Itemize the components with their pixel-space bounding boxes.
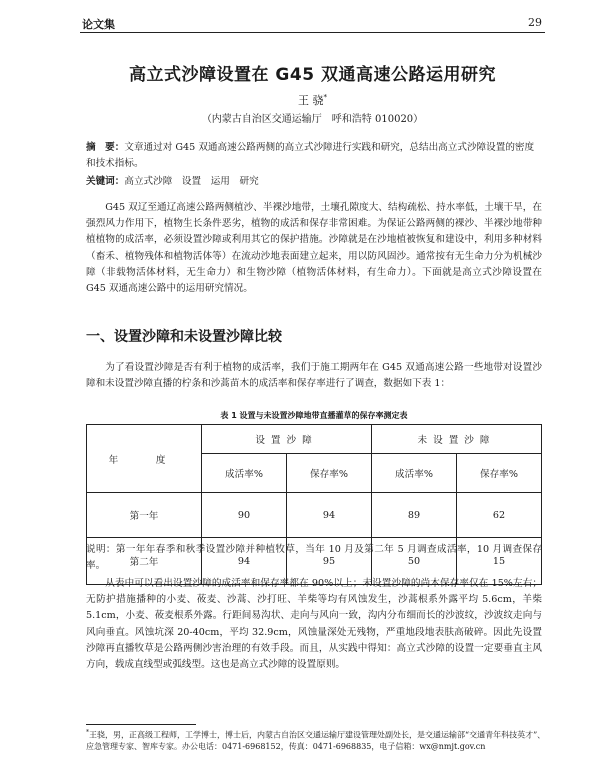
analysis-paragraph: 从表中可以看出设置沙障的成活率和保存率都在 90%以上；未设置沙障的尚木保存率仅在 15%左右；无防护措施播种的小麦、莜麦、沙蒿、沙打旺、羊柴等均有风蚀发生，沙蒿根系外露平均 5.6cm，羊柴 5.1cm，小麦、莜麦根系外露。行距间易沟状、走向与风向一致，沟内分布细而长的沙波纹，沙波纹走向与风向垂直。风蚀坑深 20-40cm，平均 32.9cm，风蚀量深处无残物，严重地段地表肤高破碎。因此先设置沙障再直播牧草是公路两侧沙害治理的有效手段。而且，从实践中得知：高立式沙障的设置一定要垂直主风方向，载成直线型或弧线型。这也是高立式沙障的设置原则。: [86, 578, 542, 671]
section-paragraph: 为了看设置沙障是否有利于植物的成活率，我们于施工期两年在 G45 双通高速公路一些地带对设置沙障和未设置沙障直播的柠条和沙蒿苗木的成活率和保存率进行了调查，数据如下表 1：: [86, 362, 542, 390]
table-cell: 15: [457, 538, 542, 585]
table-cell: 50: [372, 538, 457, 585]
affiliation: （内蒙古自治区交通运输厅 呼和浩特 010020）: [201, 114, 424, 125]
subheader-cell: 保存率%: [457, 454, 542, 493]
author-name: 王 骁: [298, 94, 324, 107]
table-caption: 表 1 设置与未设置沙障地带直播灌草的保存率测定表: [220, 411, 408, 420]
table-header-row: [87, 425, 542, 454]
row-year: 第二年: [87, 538, 202, 585]
abstract-text: 文章通过对 G45 双通高速公路两侧的高立式沙障进行实践和研究，总结出高立式沙障设置的密度和技术指标。: [86, 142, 535, 169]
table-cell: 89: [372, 493, 457, 538]
intro-paragraph: G45 双辽至通辽高速公路两侧植沙、半裸沙地带，土壤孔隙度大、结构疏松、持水率低，土壤干旱，在强烈风力作用下，植物生长条件恶劣，植物的成活和保存非常困难。为保证公路两侧的裸沙、半裸沙地带种植植物的成活率，必须设置沙障或利用其它的保护措施。沙障就是在沙地植被恢复和建设中，利用多种材料（畜禾、植物残体和植物活体等）在流动沙地表面建立起来，用以防风固沙。通常按有无生命力分为机械沙障（非载物活体材料，无生命力）和生物沙障（植物活体材料，有生命力）。下面就是高立式沙障设置在 G45 双通高速公路中的运用研究情况。: [86, 202, 542, 295]
header-rule: [80, 32, 545, 33]
running-header-section: 论文集: [82, 18, 115, 31]
table-note: 说明：第一年年春季和秋季设置沙障并种植牧草，当年 10 月及第二年 5 月调查成活率，10 月调查保存率。: [86, 544, 542, 572]
row-year: 第一年: [87, 493, 202, 538]
abstract: [86, 140, 542, 172]
page-number: 29: [528, 16, 542, 29]
paper-title: 高立式沙障设置在 G45 双通高速公路运用研究: [129, 65, 496, 85]
table-cell: 90: [202, 493, 287, 538]
author-line: [80, 92, 545, 108]
subheader-cell: 保存率%: [287, 454, 372, 493]
footnote-mark: *: [86, 729, 89, 736]
table-cell: 62: [457, 493, 542, 538]
table-cell: 94: [287, 493, 372, 538]
author-mark: *: [323, 93, 327, 102]
section-heading: 一、设置沙障和未设置沙障比较: [86, 329, 282, 345]
abstract-label: 摘 要：: [86, 142, 125, 153]
table-cell: 94: [202, 538, 287, 585]
group-header-set: 设置沙障: [202, 425, 372, 454]
subheader-cell: 成活率%: [372, 454, 457, 493]
table-cell: 95: [287, 538, 372, 585]
footnote-rule: [86, 724, 196, 725]
keywords-text: 高立式沙障 设置 运用 研究: [124, 176, 259, 187]
footnote-text: 王骁，男，正高级工程师，工学博士，博士后，内蒙古自治区交通运输厅建设管理处副处长，是交通运输部“交通青年科技英才”、应急管理专家、智库专家。办公电话：0471-6968152，传真：0471-6968835，电子信箱：wx@nmjt.gov.cn: [86, 730, 546, 752]
group-header-unset: 未设置沙障: [372, 425, 542, 454]
keywords: [86, 174, 542, 190]
year-header: 年 度: [87, 425, 202, 493]
author-footnote: [86, 727, 546, 753]
subheader-cell: 成活率%: [202, 454, 287, 493]
keywords-label: 关键词：: [86, 176, 125, 187]
table-row: [87, 493, 542, 538]
